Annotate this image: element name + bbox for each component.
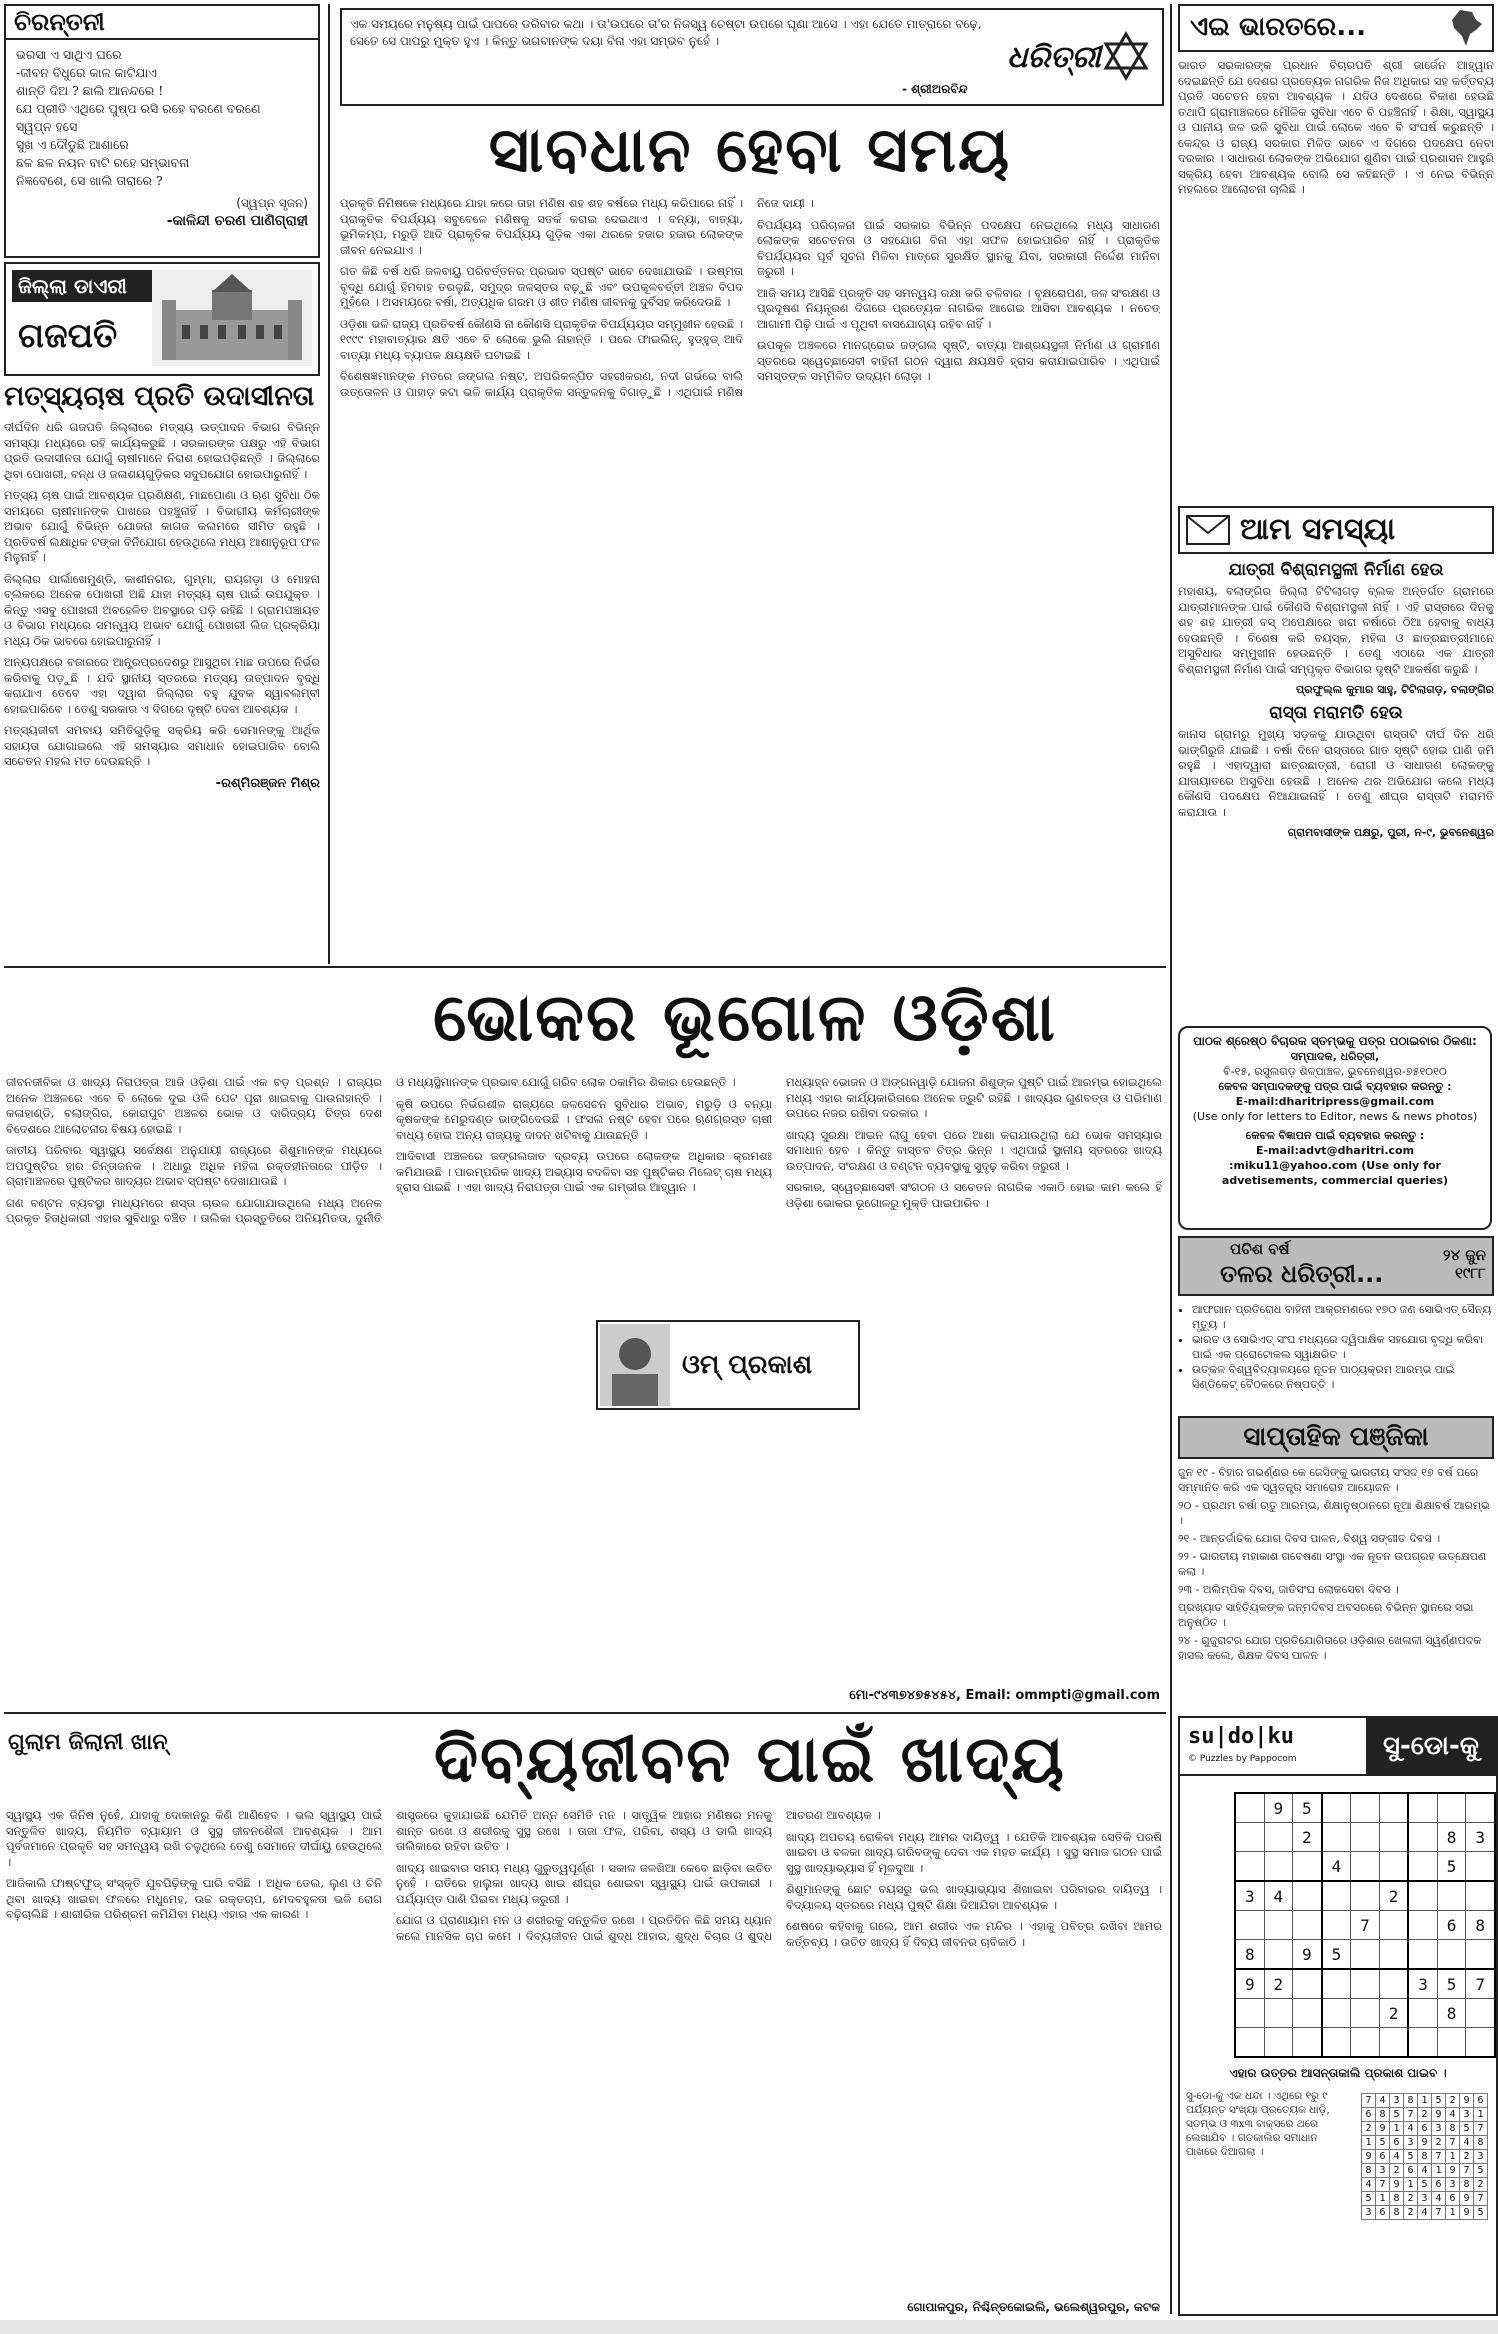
e-bharatare-body: ଭାରତ ସରକାରଙ୍କ ପ୍ରଧାନ ବିଚାରପତି ଶ୍ରୀ ଜାର୍ଜେନ ଆହ୍ୱାନ ଦେଇଛନ୍ତି ଯେ ଦେଶର ପ୍ରତ୍ୟେକ ନାଗରିକ ନିଜ ଅଧିକାର ସହ କର୍ତ୍ତବ୍ୟ ପ୍ରତି ସଚେତନ ହେବା ଆବଶ୍ୟକ । ଯଦିଓ ଦେଶରେ ବିକାଶ ହେଉଛି ତଥାପି ଗ୍ରାମାଞ୍ଚଳରେ ମୌଳିକ ସୁବିଧା ଏବେ ବି ପହଞ୍ଚିନାହିଁ । ଶିକ୍ଷା, ସ୍ୱାସ୍ଥ୍ୟ ଓ ପାନୀୟ ଜଳ ଭଳି ସୁବିଧା ପାଇଁ ଲୋକେ ଏବେ ବି ସଂଘର୍ଷ କରୁଛନ୍ତି । କେନ୍ଦ୍ର ଓ ରାଜ୍ୟ ସରକାର ମିଳିତ ଭାବେ ଏ ଦିଗରେ ପଦକ୍ଷେପ ନେବା ଦରକାର । ସାଧାରଣ ଲୋକଙ୍କ ଅଭିଯୋଗ ଶୁଣିବା ପାଇଁ ପ୍ରଶାସନ ଆହୁରି ସକ୍ରିୟ ହେବା ଆବଶ୍ୟକ ବୋଲି ସେ କହିଛନ୍ତି । ଏ ନେଇ ବିଭିନ୍ନ ମହଲରେ ଆଲୋଚନା ଚାଲିଛି ।	[1178, 58, 1494, 196]
masthead-quote-box	[340, 8, 1164, 106]
sudoku-cell[interactable]	[1351, 1823, 1380, 1852]
solution-cell: 1	[1446, 2206, 1460, 2220]
solution-cell: 2	[1460, 2150, 1474, 2164]
article-paragraph: ଦୀର୍ଘଦିନ ଧରି ଗଜପତି ଜିଲ୍ଲାରେ ମତ୍ସ୍ୟ ଉତ୍ପାଦନ ବିଭାଗ ବିଭିନ୍ନ ସମସ୍ୟା ମଧ୍ୟରେ ରହି କାର୍ଯ୍ୟକରୁଛି । ସରକାରଙ୍କ ପକ୍ଷରୁ ଏହି ବିଭାଗ ପ୍ରତି ଉଦାସୀନତା ଯୋଗୁଁ ଚାଷୀମାନେ ନିରାଶ ହୋଇପଡ଼ିଛନ୍ତି । ଜିଲ୍ଲାରେ ଥିବା ପୋଖରୀ, ବନ୍ଧ ଓ ଜଳାଶୟଗୁଡ଼ିକର ସଦୁପଯୋଗ ହୋଇପାରୁନାହିଁ ।	[4, 420, 320, 481]
article-paragraph: ଶାସ୍ତ୍ରରେ କୁହାଯାଇଛି ଯେମିତି ଅନ୍ନ ସେମିତି ମନ । ସାତ୍ତ୍ୱିକ ଆହାର ମଣିଷର ମନକୁ ଶାନ୍ତ ରଖେ ଓ ଶରୀରକୁ ସୁସ୍ଥ ରଖେ । ତାଜା ଫଳ, ପରିବା, ଶସ୍ୟ ଓ ଡାଲି ଖାଦ୍ୟ ତାଲିକାରେ ରହିବା ଉଚିତ ।	[396, 1808, 772, 1853]
poem-line: ଯେ ପ୍ରୀତି ଏଥିରେ ପୁଷ୍ପ ରସି ରହେ ବରଣେ ବରଣେ	[16, 101, 261, 116]
sudoku-cell[interactable]	[1351, 1969, 1380, 1999]
article-paragraph: ଗତ କିଛି ବର୍ଷ ଧରି ଜଳବାୟୁ ପରିବର୍ତ୍ତନର ପ୍ରଭାବ ସ୍ପଷ୍ଟ ଭାବେ ଦେଖାଯାଉଛି । ଉଷ୍ମତା ବୃଦ୍ଧି ଯୋଗୁଁ ହିମବାହ ତରଳୁଛି, ସମୁଦ୍ର ଜଳସ୍ତର ବଢ଼ୁଛି ଏବଂ ଉପକୂଳବର୍ତ୍ତୀ ଅଞ୍ଚଳ ବିପଦ ମୁହଁରେ । ଅସମୟରେ ବର୍ଷା, ଅତ୍ୟଧିକ ଗରମ ଓ ଶୀତ ମଣିଷ ଜୀବନକୁ ଦୁର୍ବିସହ କରିଦେଉଛି ।	[340, 264, 743, 309]
solution-cell: 7	[1474, 2192, 1488, 2206]
solution-cell: 9	[1460, 2206, 1474, 2220]
sudoku-cell[interactable]	[1351, 1999, 1380, 2028]
sudoku-cell[interactable]: 8	[1437, 1823, 1466, 1852]
article-paragraph: ସରକାର, ସ୍ୱେଚ୍ଛାସେବୀ ସଂଗଠନ ଓ ସଚେତନ ନାଗରିକ ଏକାଠି ହୋଇ କାମ କଲେ ହିଁ ଓଡ଼ିଶା ଭୋକର ଭୂଗୋଳରୁ ମୁକ୍ତି ପାଇପାରିବ ।	[786, 1180, 1162, 1210]
solution-cell: 2	[1390, 2164, 1404, 2178]
sudoku-cell[interactable]	[1322, 1881, 1351, 1911]
solution-cell: 6	[1474, 2094, 1488, 2108]
sudoku-cell[interactable]	[1351, 2028, 1380, 2058]
solution-cell: 3	[1474, 2150, 1488, 2164]
poem-line: ଭରସା ଏ ସାଥିଏ ଘରେ	[16, 47, 122, 62]
article-paragraph: ମତ୍ସ୍ୟ ଚାଷ ପାଇଁ ଆବଶ୍ୟକ ପ୍ରଶିକ୍ଷଣ, ମାଛପୋଣା ଓ ଋଣ ସୁବିଧା ଠିକ ସମୟରେ ଚାଷୀମାନଙ୍କ ପାଖରେ ପହଞ୍ଚୁନାହିଁ । ବିଭାଗୀୟ କର୍ମଚାରୀଙ୍କ ଅଭାବ ଯୋଗୁଁ ବିଭିନ୍ନ ଯୋଜନା କାଗଜ କଲମରେ ସୀମିତ ରହୁଛି । ପ୍ରତିବର୍ଷ ଲକ୍ଷାଧିକ ଟଙ୍କା ବିନିଯୋଗ ହେଉଥିଲେ ମଧ୍ୟ ଆଶାନୁରୂପ ଫଳ ମିଳୁନାହିଁ ।	[4, 488, 320, 564]
ama-samasya-item-signature: ଗ୍ରାମବାସୀଙ୍କ ପକ୍ଷରୁ, ପୁରୀ, ନ-୯, ଭୁବନେଶ୍ୱର	[1287, 826, 1494, 839]
solution-cell: 8	[1446, 2122, 1460, 2136]
sudoku-cell[interactable]	[1351, 1852, 1380, 1882]
sudoku-cell[interactable]: 8	[1437, 1999, 1466, 2028]
chirantani-source: (ସ୍ୱପ୍ନ ସୃଜନ)	[236, 196, 308, 210]
sudoku-cell[interactable]: 5	[1437, 1852, 1466, 1882]
sudoku-cell[interactable]	[1264, 1999, 1293, 2028]
solution-cell: 9	[1376, 2122, 1390, 2136]
sudoku-section	[1178, 1716, 1498, 2316]
solution-cell: 8	[1474, 2136, 1488, 2150]
panjika-item: ୨୦ - ପ୍ରଥମ ବର୍ଷା ଋତୁ ଆରମ୍ଭ, ଶିକ୍ଷାନୁଷ୍ଠାନରେ ନୂଆ ଶିକ୍ଷାବର୍ଷ ଆରମ୍ଭ ।	[1178, 1499, 1490, 1527]
solution-cell: 9	[1432, 2108, 1446, 2122]
poem-line: ଶାନ୍ତି ଦିଅ ? ଛାଲି ଆନନ୍ଦରେ !	[16, 83, 164, 98]
sudoku-cell[interactable]	[1466, 1852, 1495, 1882]
solution-cell: 7	[1460, 2164, 1474, 2178]
article-paragraph: ବିଶେଷଜ୍ଞମାନଙ୍କ ମତରେ ଜଙ୍ଗଲ ନଷ୍ଟ, ଅପରିକଳ୍ପିତ ସହରୀକରଣ, ନଦୀ ଗର୍ଭରେ ବାଲି ଉତ୍ତୋଳନ ଓ ପାହାଡ଼ କଟା ଭଳି କାର୍ଯ୍ୟ ପ୍ରାକୃତିକ ସନ୍ତୁଳନକୁ ବିଗାଡ଼ୁଛି । ଏଥିପାଇଁ ମଣିଷ ନିଜେ ଦାୟୀ ।	[340, 196, 814, 399]
sudoku-cell[interactable]	[1264, 2028, 1293, 2058]
article-paragraph: ଆଜି ସମୟ ଆସିଛି ପ୍ରକୃତି ସହ ସମନ୍ୱୟ ରକ୍ଷା କରି ଚଳିବାର । ବୃକ୍ଷରୋପଣ, ଜଳ ସଂରକ୍ଷଣ ଓ ପ୍ରଦୂଷଣ ନିୟନ୍ତ୍ରଣ ଦିଗରେ ପ୍ରତ୍ୟେକ ନାଗରିକ ଆଗେଇ ଆସିବା ଆବଶ୍ୟକ । ନଚେତ୍ ଆଗାମୀ ପିଢ଼ି ପାଇଁ ଏ ପୃଥିବୀ ବାସଯୋଗ୍ୟ ରହିବ ନାହିଁ ।	[757, 285, 1160, 331]
pachisa-barsa-item: • ଭାରତ ଓ ସୋଭିଏତ୍ ସଂଘ ମଧ୍ୟରେ ଦ୍ୱିପାକ୍ଷିକ ସହଯୋଗ ବୃଦ୍ଧି କରିବା ପାଇଁ ଏକ ପ୍ରୋଟୋକଲ ସ୍ୱାକ୍ଷରିତ ।	[1192, 1332, 1494, 1362]
contact-box	[1178, 1026, 1492, 1230]
ama-samasya-section	[1178, 506, 1494, 1016]
sudoku-cell[interactable]: 9	[1235, 1969, 1264, 1999]
solution-cell: 4	[1418, 2164, 1432, 2178]
sudoku-cell[interactable]	[1235, 1793, 1264, 1823]
solution-cell: 5	[1432, 2094, 1446, 2108]
sudoku-grid-wrap	[1180, 1776, 1496, 2058]
sudoku-cell[interactable]	[1293, 1999, 1322, 2028]
contact-ad-label: କେବଳ ବିଜ୍ଞାପନ ପାଇଁ ବ୍ୟବହାର କରନ୍ତୁ :	[1245, 1129, 1425, 1142]
sudoku-cell[interactable]: 5	[1322, 1940, 1351, 1970]
sudoku-solution-grid	[1361, 2093, 1488, 2220]
sudoku-cell[interactable]	[1408, 1823, 1437, 1852]
pachisa-barsa-date: ୨୪ ଜୁନ ୧୯୮୮	[1442, 1246, 1486, 1282]
article-paragraph: ବିପର୍ଯ୍ୟୟ ପରିଚାଳନା ପାଇଁ ସରକାର ବିଭିନ୍ନ ପଦକ୍ଷେପ ନେଇଥିଲେ ମଧ୍ୟ ସାଧାରଣ ଲୋକଙ୍କ ସଚେତନତା ଓ ସହଯୋଗ ବିନା ଏହା ସଫଳ ହୋଇପାରିବ ନାହିଁ । ପ୍ରାକୃତିକ ବିପର୍ଯ୍ୟୟର ପୂର୍ବ ସୂଚନା ମିଳିବା ମାତ୍ରେ ସୁରକ୍ଷିତ ସ୍ଥାନକୁ ଯିବା, ସରକାରୀ ନିର୍ଦ୍ଦେଶ ମାନିବା ଜରୁରୀ ।	[757, 217, 1160, 278]
solution-cell: 4	[1432, 2192, 1446, 2206]
sudoku-cell[interactable]	[1235, 1823, 1264, 1852]
footer-strip	[0, 2320, 1498, 2334]
solution-cell: 1	[1418, 2094, 1432, 2108]
left-article-body	[4, 420, 320, 770]
chirantani-box	[4, 4, 320, 258]
ama-samasya-heading: ଆମ ସମସ୍ୟା	[1240, 512, 1396, 547]
ama-samasya-item-body: ମହାଶୟ, ବଲାଙ୍ଗିର ଜିଲ୍ଲା ଟିଟିଲାଗଡ଼ ବ୍ଲକ ଅନ୍ତର୍ଗତ ଗ୍ରାମରେ ଯାତ୍ରୀମାନଙ୍କ ପାଇଁ କୌଣସି ବିଶ୍ରାମସ୍ଥଳୀ ନାହିଁ । ଏହି ରାସ୍ତାରେ ଦିନକୁ ଶହ ଶହ ଯାତ୍ରୀ ବସ୍ ଅପେକ୍ଷାରେ ଖରା ବର୍ଷାରେ ଠିଆ ହେବାକୁ ବାଧ୍ୟ ହେଉଛନ୍ତି । ବିଶେଷ କରି ବୟସ୍କ, ମହିଳା ଓ ଛାତ୍ରଛାତ୍ରୀମାନେ ଅସୁବିଧାର ସମ୍ମୁଖୀନ ହେଉଛନ୍ତି । ତେଣୁ ଏଠାରେ ଏକ ଯାତ୍ରୀ ବିଶ୍ରାମସ୍ଥଳୀ ନିର୍ମାଣ ପାଇଁ ସମ୍ପୃକ୍ତ ବିଭାଗର ଦୃଷ୍ଟି ଆକର୍ଷଣ କରୁଛି ।	[1178, 584, 1494, 676]
article2-headline: ଭୋକର ଭୂଗୋଳ ଓଡ଼ିଶା	[433, 979, 1057, 1056]
sudoku-cell[interactable]: 3	[1235, 1881, 1264, 1911]
solution-cell: 3	[1404, 2136, 1418, 2150]
solution-cell: 2	[1474, 2178, 1488, 2192]
article-paragraph: ଆଜିକାଲି ଫାଷ୍ଟଫୁଡ୍ ସଂସ୍କୃତି ଯୁବପିଢ଼ିଙ୍କୁ ଘାରି ବସିଛି । ଅଧିକ ତେଲ, ଲୁଣ ଓ ଚିନି ଥିବା ଖାଦ୍ୟ ଖାଇବା ଫଳରେ ମଧୁମେହ, ଉଚ୍ଚ ରକ୍ତଚାପ, ମେଦବହୁଳତା ଭଳି ରୋଗ ବଢ଼ିଚାଲିଛି । ଶାରୀରିକ ପରିଶ୍ରମ କମିଯିବା ମଧ୍ୟ ଏହାର ଏକ କାରଣ ।	[6, 1876, 382, 1921]
contact-ad-email-2[interactable]: :miku11@yahoo.com (Use only for	[1229, 1159, 1441, 1172]
left-article-headline: ମତ୍ସ୍ୟଚାଷ ପ୍ରତି ଉଦାସୀନତା	[4, 381, 315, 412]
pachisa-barsa-item: • ଉତ୍କଳ ବିଶ୍ୱବିଦ୍ୟାଳୟରେ ନୂତନ ପାଠ୍ୟକ୍ରମ ଆରମ୍ଭ ପାଇଁ ସିଣ୍ଡିକେଟ୍ ବୈଠକରେ ନିଷ୍ପତ୍ତି ।	[1192, 1362, 1494, 1392]
article1-headline: ସାବଧାନ ହେବା ସମୟ	[488, 113, 1012, 186]
solution-cell: 7	[1432, 2150, 1446, 2164]
sudoku-cell[interactable]	[1264, 1911, 1293, 1940]
sudoku-cell[interactable]: 6	[1437, 1911, 1466, 1940]
pachisa-barsa-heading: ତଳର ଧରିତ୍ରୀ...	[1220, 1260, 1384, 1288]
sudoku-cell[interactable]	[1437, 1793, 1466, 1823]
article3-body	[6, 1808, 1162, 2298]
sudoku-logo: su|do|ku	[1188, 1724, 1294, 1749]
article-paragraph: ଯୋଗ ଓ ପ୍ରାଣାୟାମ ମନ ଓ ଶରୀରକୁ ସନ୍ତୁଳିତ ରଖେ । ପ୍ରତିଦିନ କିଛି ସମୟ ଧ୍ୟାନ କଲେ ମାନସିକ ଚାପ କମେ । ଦିବ୍ୟଜୀବନ ପାଇଁ ଶୁଦ୍ଧ ଆହାର, ଶୁଦ୍ଧ ବିଚାର ଓ ଶୁଦ୍ଧ ଆଚରଣ ଆବଶ୍ୟକ ।	[396, 1808, 881, 1943]
envelope-icon	[1186, 515, 1230, 545]
sudoku-cell[interactable]	[1235, 1999, 1264, 2028]
sudoku-cell[interactable]	[1293, 2028, 1322, 2058]
article-paragraph: ଶିଶୁମାନଙ୍କୁ ଛୋଟ ବୟସରୁ ଭଲ ଖାଦ୍ୟାଭ୍ୟାସ ଶିଖାଇବା ପରିବାରର ଦାୟିତ୍ୱ । ବିଦ୍ୟାଳୟ ସ୍ତରରେ ମଧ୍ୟ ପୁଷ୍ଟି ଶିକ୍ଷା ଦିଆଯିବା ଆବଶ୍ୟକ ।	[786, 1882, 1162, 1912]
sudoku-cell[interactable]	[1235, 2028, 1264, 2058]
sudoku-cell[interactable]	[1408, 1881, 1437, 1911]
article2-contact: ମୋ-୯୪୩୭୪୭୫୪୫୪, Email: ommpti@gmail.com	[849, 1688, 1160, 1703]
saptahika-panjika-heading: ସାପ୍ତାହିକ ପଞ୍ଜିକା	[1178, 1416, 1494, 1459]
sudoku-rules: ସୁ-ଡୋ-କୁ ଏକ ଧନ୍ଦା । ଏଥିରେ ୧ରୁ ୯ ପର୍ଯ୍ୟନ୍ତ ସଂଖ୍ୟା ପ୍ରତ୍ୟେକ ଧାଡ଼ି, ସ୍ତମ୍ଭ ଓ ୩x୩ ବାକ୍ସରେ ଥରେ ଲେଖାଯିବ । ଗତକାଲିର ସମାଧାନ ପାଖରେ ଦିଆଗଲା ।	[1186, 2090, 1330, 2158]
solution-cell: 8	[1390, 2192, 1404, 2206]
zila-diary-district: ଗଜପତି	[18, 316, 118, 356]
article3-author: ଗୁଲାମ ଜିଲାନୀ ଖାନ୍	[8, 1730, 168, 1755]
author-card	[596, 1320, 860, 1410]
solution-cell: 7	[1376, 2178, 1390, 2192]
solution-cell: 5	[1390, 2108, 1404, 2122]
masthead-quote: ଏକ ସମୟରେ ମନୁଷ୍ୟ ପାଇଁ ପାପରେ ଡରିବାର କଥା । ତା'ଉପରେ ତା'ର ନିଜସ୍ୱ ଚେଷ୍ଟା ଉପରେ ଘୃଣା ଆସେ । ଏହା ଯେତେ ମାତ୍ରାରେ ବଢ଼େ, ସେତେ ସେ ପାପରୁ ମୁକ୍ତ ହୁଏ । କିନ୍ତୁ ଭଗବାନଙ୍କ ଦୟା ବିନା ଏହା ସମ୍ଭବ ନୁହେଁ ।	[350, 17, 982, 48]
sudoku-cell[interactable]: 2	[1293, 1823, 1322, 1852]
palace-illustration-icon	[152, 270, 312, 366]
sudoku-cell[interactable]	[1322, 2028, 1351, 2058]
sudoku-cell[interactable]: 5	[1437, 1969, 1466, 1999]
star-of-david-icon	[1100, 30, 1152, 82]
solution-cell: 6	[1432, 2178, 1446, 2192]
sudoku-cell[interactable]: 7	[1351, 1911, 1380, 1940]
solution-cell: 6	[1404, 2164, 1418, 2178]
contact-email-label: କେବଳ ସମ୍ପାଦକଙ୍କୁ ପତ୍ର ପାଇଁ ବ୍ୟବହାର କରନ୍ତୁ :	[1218, 1080, 1452, 1093]
article-paragraph: ଗଣ ବଣ୍ଟନ ବ୍ୟବସ୍ଥା ମାଧ୍ୟମରେ ଶସ୍ତା ଚାଉଳ ଯୋଗାଯାଉଥିଲେ ମଧ୍ୟ ଅନେକ ପ୍ରକୃତ ହିତାଧିକାରୀ ଏହାର ସୁବିଧାରୁ ବଞ୍ଚିତ । ତାଲିକା ପ୍ରସ୍ତୁତିରେ ଅନିୟମିତତା, ଦୁର୍ନୀତି ଓ ମଧ୍ୟସ୍ଥିମାନଙ୍କ ପ୍ରଭାବ ଯୋଗୁଁ ଗରିବ ଲୋକ ଠକାମିର ଶିକାର ହେଉଛନ୍ତି ।	[6, 1075, 736, 1225]
solution-cell: 2	[1404, 2206, 1418, 2220]
sudoku-cell[interactable]: 2	[1379, 1999, 1408, 2028]
article2-body	[6, 1075, 1162, 1685]
article3-address: ଗୋପାଳପୁର, ନିଶ୍ଚିନ୍ତକୋଇଲି, ଭଲେଶ୍ୱରପୁର, କଟକ	[907, 2300, 1160, 2314]
chirantani-heading: ଚିରନ୍ତନୀ	[6, 6, 318, 40]
pachisa-barsa-item: • ଆଫଗାନ ପ୍ରତିରୋଧ ବାହିନୀ ଆକ୍ରମଣରେ ୧୭୦ ଜଣ ସୋଭିଏତ୍ ସୈନ୍ୟ ମୃତ୍ୟୁ ।	[1192, 1302, 1494, 1332]
article2-author: ଓମ୍ ପ୍ରକାଶ	[682, 1350, 813, 1380]
solution-cell: 4	[1446, 2108, 1460, 2122]
chirantani-poem	[6, 40, 318, 196]
solution-cell: 2	[1404, 2192, 1418, 2206]
left-article-byline: -ରଶ୍ମିରଞ୍ଜନ ମିଶ୍ର	[215, 775, 320, 791]
pachisa-barsa-heading-small: ପଚିଶ ବର୍ଷ	[1230, 1240, 1290, 1258]
solution-cell: 8	[1390, 2206, 1404, 2220]
solution-cell: 9	[1390, 2178, 1404, 2192]
sudoku-cell[interactable]	[1437, 1881, 1466, 1911]
sudoku-cell[interactable]	[1408, 1999, 1437, 2028]
poem-line: ସୁଖ ଏ ଦୌଡୁଛି ଆଶାରେ	[16, 137, 129, 152]
sudoku-cell[interactable]	[1379, 2028, 1408, 2058]
contact-ad-email[interactable]: E-mail:advt@dharitri.com	[1255, 1144, 1415, 1157]
article-paragraph: ଉପକୂଳ ଅଞ୍ଚଳରେ ମାନଗ୍ରୋଭ ଜଙ୍ଗଲ ସୃଷ୍ଟି, ବାତ୍ୟା ଆଶ୍ରୟସ୍ଥଳୀ ନିର୍ମାଣ ଓ ଗ୍ରାମୀଣ ସ୍ତରରେ ସ୍ୱେଚ୍ଛାସେବୀ ବାହିନୀ ଗଠନ ଦ୍ୱାରା କ୍ଷୟକ୍ଷତି ହ୍ରାସ କରାଯାଇପାରିବ । ଏଥିପାଇଁ ସମସ୍ତଙ୍କ ସମ୍ମିଳିତ ଉଦ୍ୟମ ଲୋଡ଼ା ।	[757, 338, 1160, 383]
ama-samasya-item-body: କାନାସ ଗ୍ରାମରୁ ମୁଖ୍ୟ ସଡ଼କକୁ ଯାଉଥିବା ରାସ୍ତାଟି ଦୀର୍ଘ ଦିନ ଧରି ଭାଙ୍ଗିରୁଜି ଯାଇଛି । ବର୍ଷା ଦିନେ ରାସ୍ତାରେ ଗାତ ସୃଷ୍ଟି ହୋଇ ପାଣି ଜମି ରହୁଛି । ଏହାଦ୍ୱାରା ଛାତ୍ରଛାତ୍ରୀ, ରୋଗୀ ଓ ସାଧାରଣ ଲୋକଙ୍କୁ ଯାତାୟାତରେ ଅସୁବିଧା ହେଉଛି । ଅନେକ ଥର ଅଭିଯୋଗ କଲେ ମଧ୍ୟ କୌଣସି ପଦକ୍ଷେପ ନିଆଯାଇନାହିଁ । ତେଣୁ ଶୀଘ୍ର ରାସ୍ତାଟି ମରାମତି କରାଯାଉ ।	[1178, 727, 1494, 819]
sudoku-cell[interactable]: 9	[1264, 1793, 1293, 1823]
solution-cell: 7	[1474, 2122, 1488, 2136]
solution-cell: 8	[1460, 2178, 1474, 2192]
poem-line: ସ୍ୱପ୍ନ ହସେ	[16, 119, 78, 134]
solution-cell: 1	[1376, 2192, 1390, 2206]
sudoku-cell[interactable]	[1235, 1852, 1264, 1882]
solution-cell: 3	[1432, 2122, 1446, 2136]
sudoku-cell[interactable]: 4	[1322, 1852, 1351, 1882]
sudoku-header	[1180, 1718, 1496, 1776]
panjika-item: ପ୍ରଖ୍ୟାତ ସାହିତ୍ୟିକଙ୍କ ଜନ୍ମଦିବସ ଅବସରରେ ବିଭିନ୍ନ ସ୍ଥାନରେ ସଭା ଅନୁଷ୍ଠିତ ।	[1178, 1601, 1474, 1629]
masthead-logo: ଧରିତ୍ରୀ	[1007, 40, 1101, 75]
ama-samasya-item	[1178, 560, 1494, 697]
article-paragraph: ଖାଦ୍ୟ ଅପଚୟ ରୋକିବା ମଧ୍ୟ ଆମର ଦାୟିତ୍ୱ । ଯେତିକି ଆବଶ୍ୟକ ସେତିକି ପରଷି ଖାଇବା ଓ ବଳକା ଖାଦ୍ୟ ଗରିବଙ୍କୁ ଦେବା ଏକ ମହତ କାର୍ଯ୍ୟ । ସୁସ୍ଥ ସମାଜ ଗଠନ ପାଇଁ ସୁସ୍ଥ ଖାଦ୍ୟାଭ୍ୟାସ ହିଁ ମୂଳଦୁଆ ।	[786, 1829, 1162, 1875]
sudoku-cell[interactable]	[1351, 1881, 1380, 1911]
contact-addressee: ସମ୍ପାଦକ, ଧରିତ୍ରୀ,	[1290, 1050, 1380, 1063]
sudoku-cell[interactable]	[1466, 1940, 1495, 1970]
saptahika-panjika-list	[1178, 1465, 1494, 1663]
sudoku-cell[interactable]	[1322, 1823, 1351, 1852]
article-paragraph: ମତ୍ସ୍ୟଜୀବୀ ସମବାୟ ସମିତିଗୁଡ଼ିକୁ ସକ୍ରିୟ କରି ସେମାନଙ୍କୁ ଆର୍ଥିକ ସହାୟତା ଯୋଗାଇଲେ ଏହି ସମସ୍ୟାର ସମାଧାନ ହୋଇପାରିବ ବୋଲି ସଚେତନ ମହଲ ମତ ଦେଉଛନ୍ତି ।	[4, 723, 320, 768]
sudoku-cell[interactable]	[1408, 1793, 1437, 1823]
sudoku-cell[interactable]	[1293, 1852, 1322, 1882]
panjika-item: ୨୪ - ଗୁଜୁରାଟର ଯୋଗ ପ୍ରତିଯୋଗିତାରେ ଓଡ଼ିଶାର ଖେଳାଳୀ ସ୍ୱର୍ଣ୍ଣପଦକ ହାସଲ କଲେ, ଶିକ୍ଷକ ଦିବସ ପାଳନ ।	[1178, 1634, 1482, 1662]
solution-cell: 6	[1390, 2136, 1404, 2150]
e-bharatare-section	[1178, 4, 1494, 504]
article3-headline: ଦିବ୍ୟଜୀବନ ପାଇଁ ଖାଦ୍ୟ	[434, 1723, 1066, 1797]
solution-cell: 4	[1376, 2094, 1390, 2108]
article-paragraph: ଜିଲ୍ଲାର ପାର୍ଲାଖେମୁଣ୍ଡି, କାଶୀନଗର, ଗୁମ୍ମା, ରାୟଗଡ଼ା ଓ ମୋହନା ବ୍ଲକରେ ଅନେକ ପୋଖରୀ ଅଛି ଯାହା ମତ୍ସ୍ୟ ଚାଷ ପାଇଁ ଉପଯୁକ୍ତ । କିନ୍ତୁ ଏସବୁ ପୋଖରୀ ଅବହେଳିତ ଅବସ୍ଥାରେ ପଡ଼ି ରହିଛି । ଗ୍ରାମପଞ୍ଚାୟତ ଓ ବିଭାଗ ମଧ୍ୟରେ ସମନ୍ୱୟ ଅଭାବ ଯୋଗୁଁ ପୋଖରୀ ଲିଜ ପ୍ରକ୍ରିୟା ମଧ୍ୟ ଠିକ ଭାବରେ ହୋଇପାରୁନାହିଁ ।	[4, 571, 320, 648]
sudoku-cell[interactable]	[1264, 1940, 1293, 1970]
solution-cell: 6	[1362, 2108, 1376, 2122]
solution-cell: 8	[1404, 2094, 1418, 2108]
panjika-item: ଜୁନ ୧୯ - ବିହାର ଗଭର୍ଣ୍ଣର କେ ଜେସିଙ୍କୁ ଭାରତୀୟ ସଂସଦ ୧୭ ବର୍ଷ ପରେ ସମ୍ମାନିତ କରି ଏକ ସ୍ୱତନ୍ତ୍ର ସମାରୋହ ଆୟୋଜନ ।	[1178, 1466, 1479, 1494]
poem-line: ନିଜ୍ଞବେଶେ, ସେ ଖାଲି ତାରାରେ ?	[16, 173, 163, 188]
author-photo-icon	[600, 1324, 670, 1406]
sudoku-cell[interactable]: 5	[1293, 1793, 1322, 1823]
article-paragraph: ଜାତୀୟ ପରିବାର ସ୍ୱାସ୍ଥ୍ୟ ସର୍ବେକ୍ଷଣ ଅନୁଯାୟୀ ରାଜ୍ୟରେ ଶିଶୁମାନଙ୍କ ମଧ୍ୟରେ ଅପପୁଷ୍ଟିର ହାର ଚିନ୍ତାଜନକ । ଅଧାରୁ ଅଧିକ ମହିଳା ରକ୍ତହୀନତାରେ ପୀଡ଼ିତ । ଗ୍ରାମାଞ୍ଚଳରେ ପୁଷ୍ଟିକର ଖାଦ୍ୟର ଅଭାବ ସ୍ପଷ୍ଟ ଦେଖାଯାଉଛି ।	[6, 1143, 382, 1188]
divider-line	[4, 966, 1166, 968]
sudoku-cell[interactable]: 4	[1264, 1881, 1293, 1911]
sudoku-cell[interactable]	[1466, 1999, 1495, 2028]
ama-samasya-item-signature: ପ୍ରଫୁଲ୍ଲ କୁମାର ସାହୁ, ଟିଟିଲାଗଡ଼, ବଲାଙ୍ଗିର	[1295, 683, 1494, 696]
article-paragraph: ମଧ୍ୟାହ୍ନ ଭୋଜନ ଓ ଅଙ୍ଗନୱାଡ଼ି ଯୋଜନା ଶିଶୁଙ୍କ ପୁଷ୍ଟି ପାଇଁ ଆରମ୍ଭ ହୋଇଥିଲେ ମଧ୍ୟ ଏହାର କାର୍ଯ୍ୟକାରିତାରେ ଅନେକ ତ୍ରୁଟି ରହିଛି । ଖାଦ୍ୟର ଗୁଣବତ୍ତା ଓ ପରିମାଣ ଉପରେ ନଜର ରଖିବା ଦରକାର ।	[786, 1075, 1162, 1120]
panjika-item: ୨୨ - ଭାରତୀୟ ମହାକାଶ ଗବେଷଣା ସଂସ୍ଥା ଏକ ନୂତନ ଉପଗ୍ରହ ଉତ୍କ୍ଷେପଣ କଲା ।	[1178, 1550, 1487, 1578]
solution-cell: 1	[1390, 2122, 1404, 2136]
sudoku-cell[interactable]: 7	[1466, 1969, 1495, 1999]
solution-cell: 3	[1362, 2206, 1376, 2220]
divider-line	[4, 1712, 1166, 1714]
sudoku-cell[interactable]: 8	[1235, 1940, 1264, 1970]
article-paragraph: ଜୀବନଜୀବିକା ଓ ଖାଦ୍ୟ ନିରାପତ୍ତା ଆଜି ଓଡ଼ିଶା ପାଇଁ ଏକ ବଡ଼ ପ୍ରଶ୍ନ । ରାଜ୍ୟର ଅନେକ ଅଞ୍ଚଳରେ ଏବେ ବି ଲୋକେ ଦୁଇ ଓଳି ପେଟ ପୂରା ଖାଇବାକୁ ପାଉନାହାନ୍ତି । କଳାହାଣ୍ଡି, ବଲାଙ୍ଗିର, କୋରାପୁଟ ଅଞ୍ଚଳର ଭୋକ ଓ ଦାରିଦ୍ର୍ୟ ଚିତ୍ର ଦେଶ ବିଦେଶରେ ଆଲୋଚନାର ବିଷୟ ହୋଇଛି ।	[6, 1075, 382, 1136]
sudoku-cell[interactable]	[1379, 1793, 1408, 1823]
solution-cell: 1	[1362, 2136, 1376, 2150]
sudoku-cell[interactable]: 2	[1379, 1881, 1408, 1911]
solution-cell: 1	[1446, 2150, 1460, 2164]
solution-cell: 1	[1432, 2164, 1446, 2178]
sudoku-cell[interactable]: 2	[1264, 1969, 1293, 1999]
solution-cell: 9	[1460, 2094, 1474, 2108]
solution-cell: 7	[1446, 2136, 1460, 2150]
solution-cell: 5	[1460, 2122, 1474, 2136]
solution-cell: 7	[1362, 2094, 1376, 2108]
contact-email[interactable]: E-mail:dharitripress@gmail.com	[1235, 1095, 1435, 1108]
sudoku-cell[interactable]	[1293, 1881, 1322, 1911]
solution-cell: 1	[1404, 2178, 1418, 2192]
solution-cell: 2	[1418, 2108, 1432, 2122]
zila-diary-label: ଜିଲ୍ଲା ଡାଏରୀ	[12, 270, 154, 302]
sudoku-cell[interactable]	[1351, 1940, 1380, 1970]
sudoku-cell[interactable]	[1408, 1940, 1437, 1970]
sudoku-cell[interactable]: 9	[1293, 1940, 1322, 1970]
article-paragraph: ଓଡ଼ିଶା ଭଳି ରାଜ୍ୟ ପ୍ରତିବର୍ଷ କୌଣସି ନା କୌଣସି ପ୍ରାକୃତିକ ବିପର୍ଯ୍ୟୟର ସମ୍ମୁଖୀନ ହେଉଛି । ୧୯୯୯ ମହାବାତ୍ୟାର କ୍ଷତି ଏବେ ବି ଲୋକେ ଭୁଲି ନାହାନ୍ତି । ପରେ ଫାଇଲିନ୍, ହୁଡ୍‌ହୁଡ୍ ଆଦି ବାତ୍ୟା ମଧ୍ୟ ବ୍ୟାପକ କ୍ଷୟକ୍ଷତି ଘଟାଇଛି ।	[340, 316, 743, 362]
solution-cell: 8	[1362, 2164, 1376, 2178]
solution-cell: 9	[1460, 2192, 1474, 2206]
solution-cell: 6	[1376, 2150, 1390, 2164]
pachisa-barsa-banner	[1178, 1236, 1494, 1296]
sudoku-cell[interactable]: 3	[1466, 1823, 1495, 1852]
sudoku-grid	[1234, 1792, 1496, 2058]
solution-cell: 3	[1376, 2164, 1390, 2178]
sudoku-cell[interactable]	[1322, 1793, 1351, 1823]
contact-email-note: (Use only for letters to Editor, news & news photos)	[1192, 1110, 1478, 1123]
india-map-icon	[1446, 8, 1486, 48]
solution-cell: 3	[1418, 2192, 1432, 2206]
saptahika-panjika-section	[1178, 1416, 1494, 1706]
solution-cell: 5	[1376, 2136, 1390, 2150]
sudoku-cell[interactable]	[1322, 1999, 1351, 2028]
solution-cell: 6	[1418, 2122, 1432, 2136]
chirantani-poet: -କାଳିନ୍ଦୀ ଚରଣ ପାଣିଗ୍ରାହୀ	[166, 213, 308, 229]
article-paragraph: ଆଦିବାସୀ ଅଞ୍ଚଳରେ ଜଙ୍ଗଲଜାତ ଦ୍ରବ୍ୟ ଉପରେ ଲୋକଙ୍କ ଅଧିକାର କ୍ରମଶଃ କମିଯାଉଛି । ପାରମ୍ପରିକ ଖାଦ୍ୟ ଅଭ୍ୟାସ ବଦଳିବା ସହ ପୁଷ୍ଟିକର ମିଲେଟ୍ ଚାଷ ମଧ୍ୟ ହ୍ରାସ ପାଇଛି । ଏହା ଖାଦ୍ୟ ନିରାପତ୍ତା ପାଇଁ ଏକ ଗମ୍ଭୀର ଆହ୍ୱାନ ।	[396, 1149, 772, 1194]
solution-cell: 3	[1460, 2108, 1474, 2122]
sudoku-cell[interactable]	[1322, 1969, 1351, 1999]
article-paragraph: ଶେଷରେ କହିବାକୁ ଗଲେ, ଆମ ଶରୀର ଏକ ମନ୍ଦିର । ଏହାକୁ ପବିତ୍ର ରଖିବା ଆମର କର୍ତ୍ତବ୍ୟ । ଉଚିତ ଖାଦ୍ୟ ହିଁ ଦିବ୍ୟ ଜୀବନର ଚାବିକାଠି ।	[786, 1919, 1162, 1949]
sudoku-cell[interactable]: 8	[1466, 1911, 1495, 1940]
sudoku-cell[interactable]	[1293, 1911, 1322, 1940]
article-paragraph: କୃଷି ଉପରେ ନିର୍ଭରଶୀଳ ରାଜ୍ୟରେ ଜଳସେଚନ ସୁବିଧାର ଅଭାବ, ମରୁଡ଼ି ଓ ବନ୍ୟା କୃଷକଙ୍କ ମେରୁଦଣ୍ଡ ଭାଙ୍ଗିଦେଉଛି । ଫସଲ ନଷ୍ଟ ହେବା ପରେ ଋଣଗ୍ରସ୍ତ ଚାଷୀ ବାଧ୍ୟ ହୋଇ ଅନ୍ୟ ରାଜ୍ୟକୁ ଦାଦନ ଖଟିବାକୁ ଯାଉଛନ୍ତି ।	[396, 1096, 772, 1142]
sudoku-heading: ସୁ-ଡୋ-କୁ	[1366, 1718, 1496, 1774]
sudoku-cell[interactable]	[1466, 2028, 1495, 2058]
sudoku-cell[interactable]	[1264, 1852, 1293, 1882]
solution-cell: 5	[1404, 2150, 1418, 2164]
solution-cell: 5	[1474, 2164, 1488, 2178]
article-paragraph: ଖାଦ୍ୟ ଖାଇବାର ସମୟ ମଧ୍ୟ ଗୁରୁତ୍ୱପୂର୍ଣ୍ଣ । ସକାଳ ଜଳଖିଆ କେବେ ଛାଡ଼ିବା ଉଚିତ ନୁହେଁ । ରାତିରେ ହାଲୁକା ଖାଦ୍ୟ ଖାଇ ଶୀଘ୍ର ଶୋଇବା ସ୍ୱାସ୍ଥ୍ୟ ପାଇଁ ଉପକାରୀ । ପର୍ଯ୍ୟାପ୍ତ ପାଣି ପିଇବା ମଧ୍ୟ ଜରୁରୀ ।	[396, 1860, 772, 1906]
solution-cell: 4	[1460, 2136, 1474, 2150]
panjika-item: ୨୩ - ଅଲିମ୍ପିକ ଦିବସ, ଜାତିସଂଘ ଲୋକସେବା ଦିବସ ।	[1178, 1583, 1399, 1596]
e-bharatare-heading: ଏଇ ଭାରତରେ...	[1190, 12, 1366, 42]
contact-intro: ପାଠକ ଶ୍ରେଷ୍ଠ ବିଚାରକ ସ୍ତମ୍ଭକୁ ପତ୍ର ପଠାଇବାର ଠିକଣା:	[1193, 1034, 1477, 1048]
masthead-quote-author: - ଶ୍ରୀଅରବିନ୍ଦ	[902, 82, 968, 96]
sudoku-cell[interactable]	[1437, 1940, 1466, 1970]
sudoku-cell[interactable]	[1379, 1823, 1408, 1852]
pachisa-barsa-list	[1178, 1302, 1494, 1392]
sudoku-credit: © Puzzles by Pappocom	[1188, 1754, 1297, 1764]
solution-cell: 3	[1446, 2178, 1460, 2192]
sudoku-cell[interactable]	[1322, 1911, 1351, 1940]
solution-cell: 2	[1432, 2136, 1446, 2150]
sudoku-cell[interactable]	[1264, 1823, 1293, 1852]
divider-line	[328, 4, 330, 964]
article-paragraph: ଅନ୍ୟପକ୍ଷରେ ବଜାରରେ ଆନ୍ଧ୍ରପ୍ରଦେଶରୁ ଆସୁଥିବା ମାଛ ଉପରେ ନିର୍ଭର କରିବାକୁ ପଡ଼ୁଛି । ଯଦି ସ୍ଥାନୀୟ ସ୍ତରରେ ମତ୍ସ୍ୟ ଉତ୍ପାଦନ ବୃଦ୍ଧି କରାଯାଏ ତେବେ ଏହା ଦ୍ୱାରା ଜିଲ୍ଲାର ବହୁ ଯୁବକ ସ୍ୱାବଲମ୍ବୀ ହୋଇପାରିବେ । ତେଣୁ ସରକାର ଏ ଦିଗରେ ଦୃଷ୍ଟି ଦେବା ଆବଶ୍ୟକ ।	[4, 655, 320, 716]
panjika-item: ୨୧ - ଆନ୍ତର୍ଜାତିକ ଯୋଗ ଦିବସ ପାଳନ, ବିଶ୍ୱ ସଙ୍ଗୀତ ଦିବସ ।	[1178, 1532, 1441, 1545]
sudoku-cell[interactable]	[1351, 1793, 1380, 1823]
solution-cell: 4	[1418, 2206, 1432, 2220]
article-paragraph: ସ୍ୱାସ୍ଥ୍ୟ ଏକ ଜିନିଷ ନୁହେଁ, ଯାହାକୁ ଦୋକାନରୁ କିଣି ଆଣିହେବ । ଭଲ ସ୍ୱାସ୍ଥ୍ୟ ପାଇଁ ସନ୍ତୁଳିତ ଖାଦ୍ୟ, ନିୟମିତ ବ୍ୟାୟାମ ଓ ସୁସ୍ଥ ଜୀବନଶୈଳୀ ଆବଶ୍ୟକ । ଆମ ପୂର୍ବଜମାନେ ପ୍ରକୃତି ସହ ସମନ୍ୱୟ ରଖି ଚଳୁଥିଲେ ତେଣୁ ସେମାନେ ଦୀର୍ଘାୟୁ ହେଉଥିଲେ ।	[6, 1808, 382, 1869]
solution-cell: 4	[1390, 2150, 1404, 2164]
contact-address: ବି-୧୫, ରସୁଲଗଡ଼ ଶିଳ୍ପାଞ୍ଚଳ, ଭୁବନେଶ୍ୱର-୭୫୧୦୧୦	[1223, 1065, 1447, 1078]
sudoku-cell[interactable]	[1379, 1940, 1408, 1970]
solution-cell: 4	[1404, 2122, 1418, 2136]
e-bharatare-heading-band	[1178, 4, 1494, 52]
solution-cell: 5	[1474, 2206, 1488, 2220]
solution-cell: 9	[1418, 2136, 1432, 2150]
solution-cell: 4	[1362, 2178, 1376, 2192]
solution-cell: 2	[1362, 2122, 1376, 2136]
ama-samasya-item-title: ଯାତ୍ରୀ ବିଶ୍ରାମସ୍ଥଳୀ ନିର୍ମାଣ ହେଉ	[1228, 560, 1444, 580]
sudoku-cell[interactable]	[1235, 1911, 1264, 1940]
solution-cell: 8	[1418, 2150, 1432, 2164]
solution-cell: 6	[1376, 2206, 1390, 2220]
sudoku-cell[interactable]	[1408, 1852, 1437, 1882]
sudoku-cell[interactable]	[1379, 1852, 1408, 1882]
divider-line	[1170, 4, 1172, 2314]
pachisa-barsa-section	[1178, 1236, 1494, 1406]
solution-cell: 7	[1432, 2206, 1446, 2220]
sudoku-cell[interactable]	[1293, 1969, 1322, 1999]
solution-cell: 9	[1362, 2150, 1376, 2164]
sudoku-cell[interactable]	[1408, 2028, 1437, 2058]
sudoku-cell[interactable]	[1437, 2028, 1466, 2058]
sudoku-cell[interactable]	[1379, 1911, 1408, 1940]
contact-ad-note: advetisements, commercial queries)	[1221, 1174, 1449, 1187]
zila-diary-box	[4, 262, 320, 376]
sudoku-cell[interactable]: 3	[1408, 1969, 1437, 1999]
poem-line: ଛଳ ଛଳ ନୟନ ବାଟି ରହେ ସମ୍ଭାବନା	[16, 155, 190, 170]
article1-body	[340, 196, 1160, 896]
sudoku-cell[interactable]	[1408, 1911, 1437, 1940]
sudoku-cell[interactable]	[1466, 1793, 1495, 1823]
solution-cell: 3	[1390, 2094, 1404, 2108]
solution-cell: 8	[1376, 2108, 1390, 2122]
sudoku-cell[interactable]	[1379, 1969, 1408, 1999]
ama-samasya-item	[1178, 703, 1494, 840]
solution-cell: 1	[1474, 2108, 1488, 2122]
article-paragraph: ପ୍ରକୃତି ନିମିଷକେ ମଧ୍ୟରେ ଯାହା କରେ ତାହା ମଣିଷ ଶହ ଶହ ବର୍ଷରେ ମଧ୍ୟ କରିପାରେ ନାହିଁ । ପ୍ରାକୃତିକ ବିପର୍ଯ୍ୟୟ ସବୁବେଳେ ମଣିଷକୁ ସତର୍କ କରାଇ ଦେଇଥାଏ । ବନ୍ୟା, ବାତ୍ୟା, ଭୂମିକମ୍ପ, ମରୁଡ଼ି ଆଦି ପ୍ରାକୃତିକ ବିପର୍ଯ୍ୟୟ ଗୁଡ଼ିକ ଏକା ଥରକେ ହଜାର ହଜାର ଲୋକଙ୍କ ଜୀବନ ନେଇଯାଏ ।	[340, 196, 743, 257]
solution-cell: 5	[1418, 2178, 1432, 2192]
poem-line: -ଜୀବନ ବିଧୁରେ କାଳ କାଟିଯାଏ	[16, 65, 157, 80]
solution-cell: 2	[1446, 2094, 1460, 2108]
ama-samasya-item-title: ରାସ୍ତା ମରାମତି ହେଉ	[1269, 703, 1403, 723]
solution-cell: 9	[1446, 2164, 1460, 2178]
sudoku-lower	[1180, 2089, 1496, 2259]
sudoku-answer-note: ଏହାର ଉତ୍ତର ଆସନ୍ତାକାଲି ପ୍ରକାଶ ପାଇବ ।	[1229, 2066, 1447, 2080]
left-article	[4, 380, 320, 960]
solution-cell: 5	[1362, 2192, 1376, 2206]
solution-cell: 7	[1404, 2108, 1418, 2122]
ama-samasya-heading-band	[1178, 506, 1494, 554]
article-paragraph: ଖାଦ୍ୟ ସୁରକ୍ଷା ଆଇନ ଲାଗୁ ହେବା ପରେ ଆଶା କରାଯାଉଥିଲା ଯେ ଭୋକ ସମସ୍ୟାର ସମାଧାନ ହେବ । କିନ୍ତୁ ବାସ୍ତବ ଚିତ୍ର ଭିନ୍ନ । ଏଥିପାଇଁ ସ୍ଥାନୀୟ ସ୍ତରରେ ଖାଦ୍ୟ ଉତ୍ପାଦନ, ସଂରକ୍ଷଣ ଓ ବଣ୍ଟନ ବ୍ୟବସ୍ଥାକୁ ସୁଦୃଢ଼ କରିବା ଜରୁରୀ ।	[786, 1127, 1162, 1173]
sudoku-cell[interactable]	[1466, 1881, 1495, 1911]
solution-cell: 6	[1446, 2192, 1460, 2206]
